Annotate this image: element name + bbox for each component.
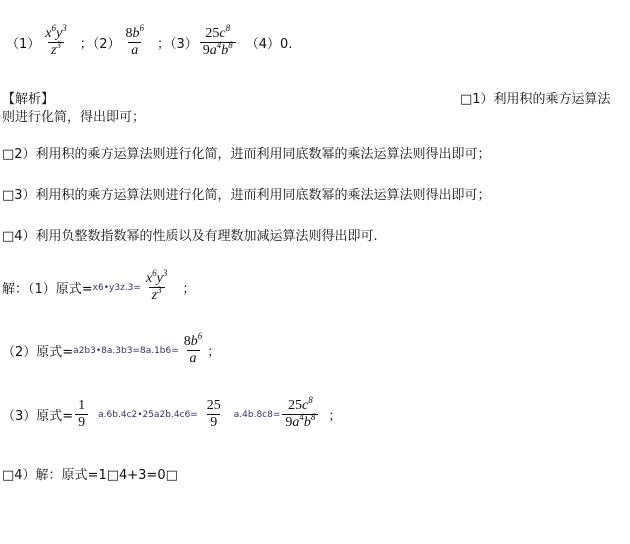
answer-line [6, 23, 293, 59]
analysis-note-4: □4）利用负整数指数幂的性质以及有理数加减运算法则得出即可. [2, 229, 378, 244]
answer-separator-2: ；（2） [79, 37, 121, 53]
solution-1-fraction: $\frac{x^6y^3}{z^3}$ [145, 268, 168, 304]
analysis-note-1: □1）利用积的乘方运算法 [460, 92, 611, 107]
solution-3-fraction: $\frac{25c^8}{9a^4b^8}$ [282, 398, 318, 431]
fraction-8b6-over-a: $\frac{8b^6}{a}$ [125, 23, 144, 59]
answer-separator-3: ；（3） [157, 37, 198, 53]
fraction-25c8-over-9a4b8: $\frac{25c^8}{9a^4b^8}$ [200, 26, 236, 59]
solution-1 [2, 268, 196, 304]
answer-part-4: （4）0. [245, 37, 293, 53]
solution-2-expression: a2b3•8a.3b3=8a.1b6= [73, 345, 179, 356]
analysis-note-1-continued: 则进行化简，得出即可； [2, 110, 146, 125]
solution-2-fraction: $\frac{8b^6}{a}$ [183, 331, 203, 367]
solution-1-expression: x6•y3z.3= [92, 282, 141, 293]
solution-3-one-ninth: $\frac{1}{9}$ [75, 398, 88, 431]
solution-3 [2, 395, 342, 431]
solution-3-expression-1: a.6b.4c2•25a2b.4c6= [98, 409, 198, 420]
solution-3-end: ； [328, 409, 342, 425]
solution-2-end: ； [207, 345, 221, 361]
solution-1-prefix: 解：（1）原式= [2, 282, 93, 298]
fraction-x6y3-over-z3: $\frac{x^6y^3}{z^3}$ [45, 23, 67, 59]
solution-1-end: ； [182, 282, 196, 298]
answer-part-1-label: （1） [6, 37, 41, 53]
solution-3-expression-2: a.4b.8c8= [233, 409, 281, 420]
analysis-header: 【解析】 [2, 92, 55, 107]
analysis-note-2: □2）利用积的乘方运算法则进行化简，进而利用同底数幂的乘法运算法则得出即可； [2, 147, 491, 162]
solution-4: □4）解：原式=1□4+3=0□ [2, 468, 178, 483]
solution-2 [2, 331, 221, 367]
solution-3-prefix: （3）原式= [2, 409, 74, 425]
solution-2-prefix: （2）原式= [2, 345, 74, 361]
analysis-note-3: □3）利用积的乘方运算法则进行化简，进而利用同底数幂的乘法运算法则得出即可； [2, 188, 491, 203]
solution-3-twentyfive-ninths: $\frac{25}{9}$ [206, 398, 221, 431]
